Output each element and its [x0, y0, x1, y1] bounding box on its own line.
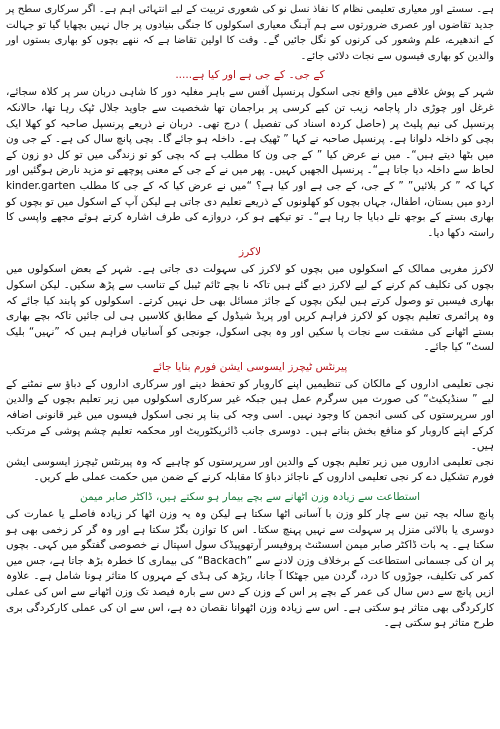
parents-forum-paragraph-2: نجی تعلیمی اداروں میں زیر تعلیم بچوں کے والدین اور سرپرستوں کو چاہیے کہ وہ پیرنٹس ٹیچرز ایسوسی ایشن فورم تشکیل دے کر نجی تعلیمی اداروں کے ناجائز دباؤ کا مقابلہ کرنے کے ضمن میں حکمت عملی طے کریں۔ [6, 455, 494, 484]
intro-paragraph: ہے۔ سستے اور معیاری تعلیمی نظام کا نفاذ نسل نو کی شعوری تربیت کے لیے انتہائی اہم ہے۔ اگر سرکاری سطح پر جدید تقاضوں اور عصری ضرورتوں سے ہم آہنگ معیاری اسکولوں کا جنگی بنیادوں پر جال نہیں بچھایا گیا تو جہالت کے اندھیرے، علم وشعور کی کرنوں کو نگل جائیں گے۔ وقت کا اولین تقاضا ہے کہ ننھے بچوں کو بھاری بستوں اور والدین کو بھاری فیسوں سے نجات دلائی جائے۔ [6, 4, 494, 62]
lockers-paragraph: لاکرز مغربی ممالک کے اسکولوں میں بچوں کو لاکرز کی سہولت دی جاتی ہے۔ شہر کے بعض اسکولوں میں بچوں کی تکلیف کم کرنے کے لیے لاکرز دیے گئے ہیں تاکہ نا بچے ٹائم ٹیبل کے تناسب سے پڑھ سکیں۔ لیکن اسکول بھاری فیسیں تو وصول کرتے ہیں لیکن بچوں کے جائز مسائل بھی حل نہیں کرتے۔ اسکولوں کو پابند کیا جائے کہ وہ پرائمری تعلیم بچوں کو لاکرز فراہم کریں اور پریڈ شیڈول کے مطابق کلاسیں ہی لی جائیں تاکہ بچے بھاری بستے اٹھانے کی مشقت سے نجات پا سکیں اور وہ بچی اسکول، جونجی کو آسانیاں فراہم ہیں کہ ”نہیں“ بلیک لسٹ“ کیا جائے۔ [6, 263, 494, 354]
section-heading-parents-forum: پیرنٹس ٹیچرز ایسوسی ایشن فورم بنایا جائے [152, 360, 348, 373]
section-heading-lockers: لاکرز [238, 246, 262, 259]
parents-forum-paragraph: نجی تعلیمی اداروں کے مالکان کی تنظیمیں اپنے کاروبار کو تحفظ دینے اور سرکاری اداروں کے دباؤ سے نمٹنے کے لیے ” سنڈیکیٹ“ کی صورت میں سرگرم عمل ہیں جبکہ غیر سرکاری اسکولوں میں زیر تعلیم بچوں کے والدین اور سرپرستوں کی کسی انجمن کا وجود نہیں۔ اسی وجہ کی بنا پر نجی اسکول فیسوں میں غیر قانونی اضافہ کرکے اپنے کاروبار کو منافع بخش بناتے ہیں۔ دوسری جانب ڈائریکٹوریٹ اور محکمہ تعلیم چشم پوشی کے مرتکب ہیں۔ [6, 377, 494, 453]
kg-paragraph: شہر کے پوش علاقے میں واقع نجی اسکول پرنسپل آفس سے باہر مغلیہ دور کا شاہی دربان سر پر کلاہ سجائے، غرغل اور چوڑی دار پاجامہ زیب تن کیے کرسی پر براجمان تھا شخصیت سے جاوید جلال ٹپک رہا تھا، حالانکہ پرنسپل کی نیم پلیٹ پر (حاصل کردہ اسناد کی تفصیل ) درج تھی۔ دربان نے ذریعے پرنسپل صاحبہ کو کھلا ایک بچی کو داخلہ دلوانا ہے۔ پرنسپل صاحبہ نے کہا ” ٹھیک ہے۔ داخلہ ہو جائے گا۔ بچی پانچ سال کی ہے۔ کے جی ون میں بٹھا دیتے ہیں“۔ میں نے عرض کیا ” کے جی ون کا مطلب ہے کہ بچی کو تو زندگی میں تو کل دو زون کے لحاظ سے داخلہ دیا جاتا ہے“۔ پرنسپل الجھیں کہیں۔ پھر میں نے کے جی کے معنی پوچھے تو مزید نارض ہوگئیں اور کہا کہ ” کر بلائیں” ” کے جی، کے جی ہے اور کیا ہے؟ “میں نے عرض کیا کہ کے جی کا مطلب kinder.garten اردو میں بستان، اطفال، جہاں بچوں کو کھلونوں کے ذریعے تعلیم دی جاتی ہے لیکن آپ کے اسکول میں تو بچوں کو بھاری بستے کے بوجھ تلے دبایا جا رہا ہے“۔ تو تیکھے ہو کر، دروازے کی طرف اشارہ کرتے ہوئے مجھے واپسی کا راستہ دکھا دیا۔ [6, 86, 494, 239]
section-heading-doctor: استطاعت سے زیادہ وزن اٹھانے سے بچے بیمار ہو سکتے ہیں، ڈاکٹر صابر میمن [79, 491, 421, 504]
doctor-paragraph: پانچ سالہ بچہ تین سے چار کلو وزن با آسانی اٹھا سکتا ہے لیکن وہ یہ وزن اٹھا کر زیادہ فاصلے یا عمارت کی دوسری یا بالائی منزل پر سہولت سے نہیں پہنچ سکتا۔ اس کا توازن بگڑ سکتا ہے اور وہ گر کر زخمی بھی ہو سکتا ہے۔ یہ بات ڈاکٹر صابر میمن اسسٹنٹ پروفیسر آرتھوپیڈک سول اسپتال نے خصوصی گفتگو میں کہی۔ بچوں پر ان کی جسمانی استطاعت کے برخلاف وزن لادنے سے ”Backach“ کی بیماری کا خطرہ بڑھ جاتا ہے، جس میں کمر کی تکلیف، جوڑوں کا درد، گردن میں جھٹکا آ جانا، ریڑھ کی ہڈی کے مہروں کا متاثر ہونا شامل ہے۔ علاوہ ازیں پانچ سے دس سال کی عمر کے بچے پر اس کے وزن کے دس سے بارہ فیصد تک وزن اٹھانے سے اس کی عملی کارکردگی بھی متاثر ہو سکتی ہے۔ اس سے زیادہ وزن اٹھوانا نقصان دہ ہے، اس سے ان کی عملی کارکردگی بری طرح متاثر ہو سکتی ہے۔ [6, 508, 494, 630]
section-heading-kg: کے جی۔ کے جی ہے اور کیا ہے..... [175, 69, 325, 82]
